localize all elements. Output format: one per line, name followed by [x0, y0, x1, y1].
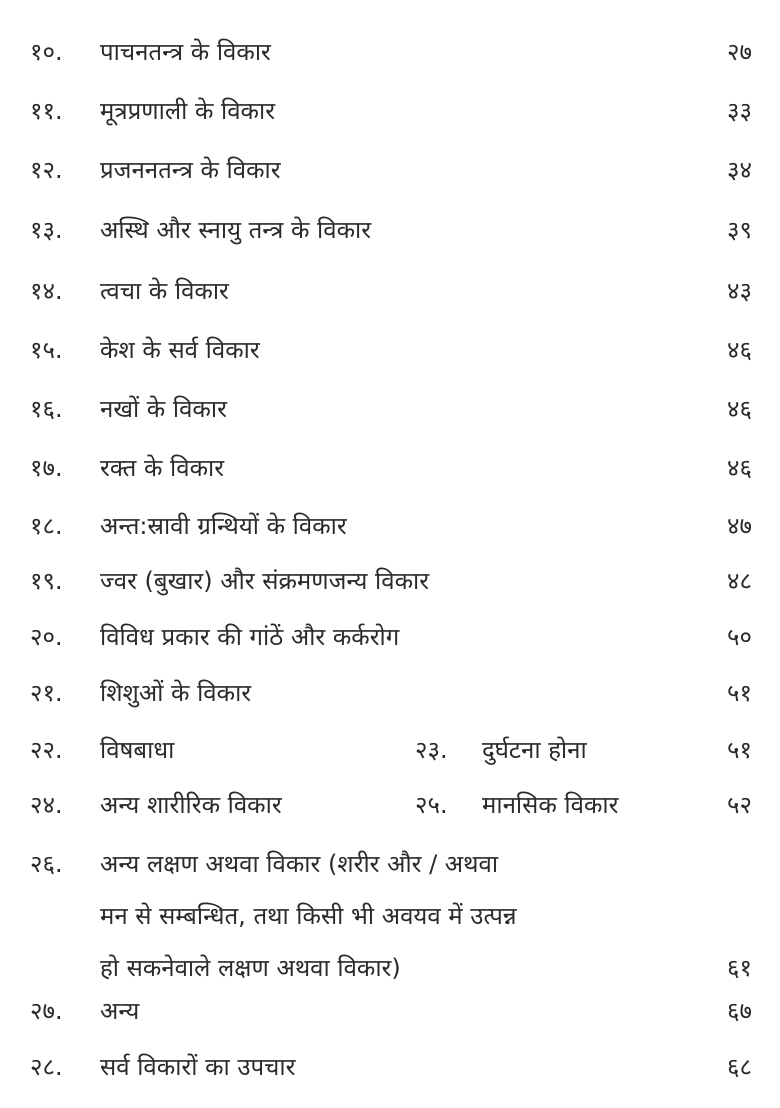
- entry-number: १५.: [30, 336, 63, 364]
- page-number: ६७: [727, 997, 752, 1025]
- entry-number: २२.: [30, 736, 63, 764]
- toc-entry: [0, 389, 780, 429]
- entry-number: २१.: [30, 679, 63, 707]
- entry-number: १६.: [30, 395, 63, 423]
- entry-title: [100, 838, 517, 994]
- entry-number: १८.: [30, 512, 63, 540]
- entry-number: २०.: [30, 623, 63, 651]
- entry-number: २८.: [30, 1053, 63, 1081]
- entry-title-line: अन्य लक्षण अथवा विकार (शरीर और / अथवा: [100, 850, 499, 878]
- page-number: ३३: [727, 97, 752, 125]
- entry-title-line: मन से सम्बन्धित, तथा किसी भी अवयव में उत्पन्न: [100, 902, 517, 930]
- page-number: ३४: [727, 156, 752, 184]
- page-number: ३९: [727, 216, 752, 244]
- entry-title-secondary: मानसिक विकार: [482, 791, 619, 819]
- entry-title: पाचनतन्त्र के विकार: [100, 38, 271, 66]
- toc-entry: [0, 561, 780, 601]
- entry-title: अन्त:स्रावी ग्रन्थियों के विकार: [100, 512, 347, 540]
- entry-title: रक्त के विकार: [100, 454, 225, 482]
- entry-number: ११.: [30, 97, 63, 125]
- toc-entry: [0, 271, 780, 311]
- entry-title: मूत्रप्रणाली के विकार: [100, 97, 276, 125]
- entry-title-secondary: दुर्घटना होना: [482, 736, 587, 764]
- toc-entry: [0, 91, 780, 131]
- toc-entry: [0, 210, 780, 250]
- toc-entry: [0, 991, 780, 1031]
- entry-title: अन्य शारीरिक विकार: [100, 791, 282, 819]
- entry-title: त्वचा के विकार: [100, 277, 229, 305]
- entry-number: १०.: [30, 38, 63, 66]
- entry-title: नखों के विकार: [100, 395, 227, 423]
- toc-entry: [0, 506, 780, 546]
- entry-title: विविध प्रकार की गांठें और कर्करोग: [100, 623, 400, 651]
- entry-number: २४.: [30, 791, 63, 819]
- page-number: ५२: [727, 791, 752, 819]
- entry-title: सर्व विकारों का उपचार: [100, 1053, 296, 1081]
- page-number: ५१: [727, 736, 752, 764]
- page-number: ४६: [727, 336, 752, 364]
- page-number: ४६: [727, 454, 752, 482]
- toc-entry: [0, 673, 780, 713]
- entry-title: विषबाधा: [100, 736, 175, 764]
- toc-entry: [0, 448, 780, 488]
- entry-number: २७.: [30, 997, 63, 1025]
- page-number: ६१: [727, 954, 752, 982]
- toc-entry: [0, 617, 780, 657]
- entry-number: १७.: [30, 454, 63, 482]
- entry-number: १२.: [30, 156, 63, 184]
- page-number: ४७: [727, 512, 752, 540]
- entry-title: अस्थि और स्नायु तन्त्र के विकार: [100, 216, 372, 244]
- page-number: ४८: [727, 567, 752, 595]
- entry-number: १४.: [30, 277, 63, 305]
- toc-entry: [0, 1047, 780, 1087]
- entry-number: २६.: [30, 850, 63, 878]
- page-number: ४६: [727, 395, 752, 423]
- entry-title: अन्य: [100, 997, 140, 1025]
- page-number: ४३: [727, 277, 752, 305]
- entry-title: केश के सर्व विकार: [100, 336, 260, 364]
- entry-title: शिशुओं के विकार: [100, 679, 252, 707]
- page-number: २७: [727, 38, 752, 66]
- page-number: ६८: [727, 1053, 752, 1081]
- toc-entry: [0, 32, 780, 72]
- toc-entry-double: [0, 730, 780, 770]
- page-number: ५०: [727, 623, 752, 651]
- page-number: ५१: [727, 679, 752, 707]
- entry-title-line: हो सकनेवाले लक्षण अथवा विकार): [100, 954, 401, 982]
- entry-number-secondary: २३.: [415, 736, 448, 764]
- entry-number: १९.: [30, 567, 63, 595]
- entry-number-secondary: २५.: [415, 791, 448, 819]
- toc-entry: [0, 150, 780, 190]
- toc-entry-multiline: [0, 838, 780, 982]
- entry-number: १३.: [30, 216, 63, 244]
- toc-entry-double: [0, 785, 780, 825]
- entry-title: प्रजननतन्त्र के विकार: [100, 156, 281, 184]
- toc-entry: [0, 330, 780, 370]
- entry-title: ज्वर (बुखार) और संक्रमणजन्य विकार: [100, 567, 430, 595]
